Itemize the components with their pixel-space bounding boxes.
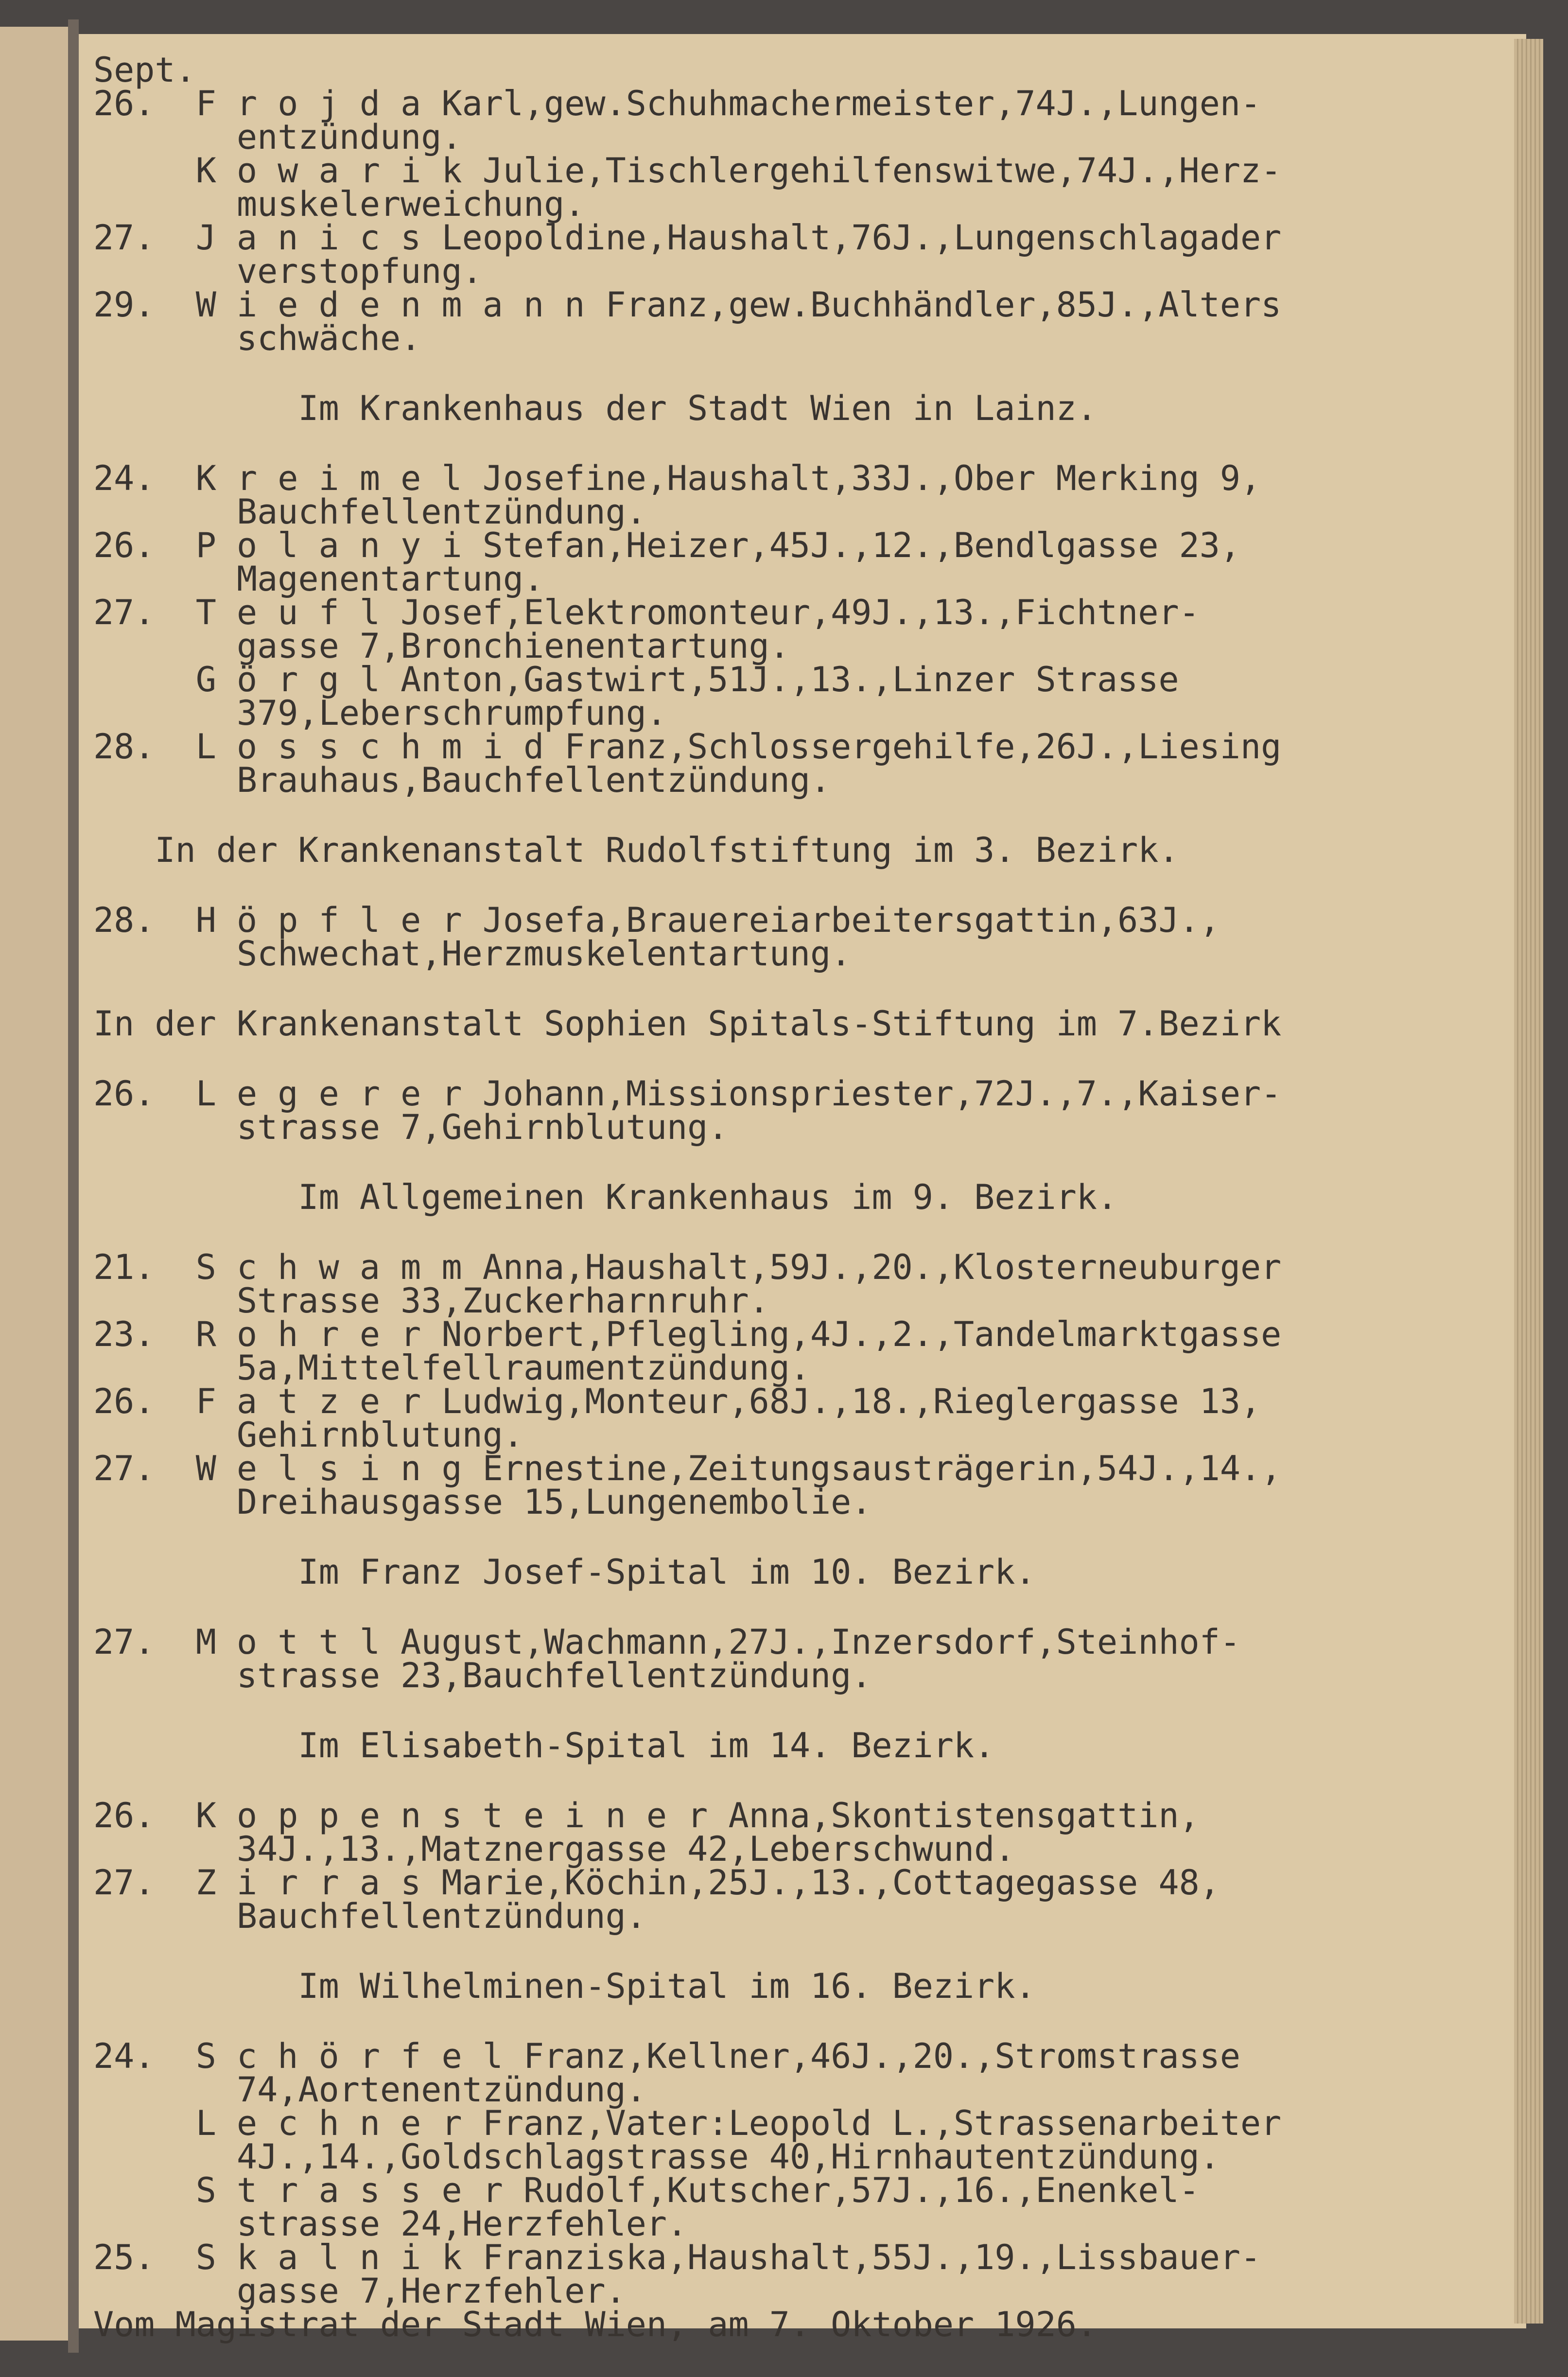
text-line: K o w a r i k Julie,Tischlergehilfenswitwe,74J.,Herz-	[93, 151, 1282, 191]
book-spine	[68, 19, 79, 2353]
text-line: Im Wilhelminen-Spital im 16. Bezirk.	[93, 1966, 1036, 2006]
text-line: strasse 23,Bauchfellentzündung.	[93, 1656, 872, 1695]
text-line: 27. T e u f l Josef,Elektromonteur,49J.,13.,Fichtner-	[93, 593, 1200, 632]
blank-line	[93, 1693, 1454, 1729]
text-line: muskelerweichung.	[93, 184, 585, 224]
blank-line	[93, 1144, 1454, 1181]
text-line: gasse 7,Bronchienentartung.	[93, 626, 790, 666]
text-line: 26. L e g e r e r Johann,Missionspriester,72J.,7.,Kaiser-	[93, 1074, 1282, 1114]
text-line: 24. S c h ö r f e l Franz,Kellner,46J.,20.,Stromstrasse	[93, 2036, 1241, 2076]
text-line: 26. K o p p e n s t e i n e r Anna,Skontistensgattin,	[93, 1796, 1200, 1835]
left-page-edge	[0, 27, 71, 2341]
text-line: 28. L o s s c h m i d Franz,Schlossergehilfe,26J.,Liesing	[93, 727, 1282, 767]
blank-line	[93, 867, 1454, 904]
text-line: 27. Z i r r a s Marie,Köchin,25J.,13.,Cottagegasse 48,	[93, 1863, 1220, 1903]
text-line: 34J.,13.,Matznergasse 42,Leberschwund.	[93, 1829, 1015, 1869]
text-line: 21. S c h w a m m Anna,Haushalt,59J.,20.,Klosterneuburger	[93, 1247, 1282, 1287]
text-line: Strasse 33,Zuckerharnruhr.	[93, 1281, 769, 1321]
text-line: S t r a s s e r Rudolf,Kutscher,57J.,16.,Enenkel-	[93, 2170, 1200, 2210]
text-line: 28. H ö p f l e r Josefa,Brauereiarbeitersgattin,63J.,	[93, 900, 1220, 940]
text-line: 26. P o l a n y i Stefan,Heizer,45J.,12.,Bendlgasse 23,	[93, 525, 1241, 565]
text-line: 379,Leberschrumpfung.	[93, 693, 667, 733]
text-line: 5a,Mittelfellraumentzündung.	[93, 1348, 811, 1388]
text-line: 27. J a n i c s Leopoldine,Haushalt,76J.,Lungenschlagader	[93, 218, 1282, 258]
blank-line	[93, 797, 1454, 834]
text-line: 23. R o h r e r Norbert,Pflegling,4J.,2.,Tandelmarktgasse	[93, 1314, 1282, 1354]
text-line: 29. W i e d e n m a n n Franz,gew.Buchhändler,85J.,Alters	[93, 285, 1282, 325]
page-stack-edge	[1514, 39, 1543, 2324]
blank-line	[93, 1589, 1454, 1625]
text-line: Vom Magistrat der Stadt Wien, am 7. Oktober 1926.	[93, 2305, 1098, 2344]
text-line: Im Allgemeinen Krankenhaus im 9. Bezirk.	[93, 1177, 1118, 1217]
blank-line	[93, 971, 1454, 1007]
blank-line	[93, 355, 1454, 392]
text-line: entzündung.	[93, 117, 462, 157]
text-line: Schwechat,Herzmuskelentartung.	[93, 934, 852, 974]
text-line: schwäche.	[93, 318, 421, 358]
text-line: L e c h n e r Franz,Vater:Leopold L.,Strassenarbeiter	[93, 2103, 1282, 2143]
blank-line	[93, 1041, 1454, 1077]
text-line: strasse 24,Herzfehler.	[93, 2204, 688, 2244]
text-line: 24. K r e i m e l Josefine,Haushalt,33J.,Ober Merking 9,	[93, 458, 1261, 498]
text-line: Im Krankenhaus der Stadt Wien in Lainz.	[93, 388, 1098, 428]
text-line: gasse 7,Herzfehler.	[93, 2271, 626, 2311]
blank-line	[93, 1519, 1454, 1556]
text-line: strasse 7,Gehirnblutung.	[93, 1107, 729, 1147]
blank-line	[93, 2003, 1454, 2040]
text-line: G ö r g l Anton,Gastwirt,51J.,13.,Linzer Strasse	[93, 660, 1179, 699]
text-line: 27. W e l s i n g Ernestine,Zeitungsausträgerin,54J.,14.,	[93, 1449, 1282, 1488]
blank-line	[93, 1933, 1454, 1970]
text-line: 26. F r o j d a Karl,gew.Schuhmachermeister,74J.,Lungen-	[93, 84, 1261, 123]
text-line: Dreihausgasse 15,Lungenembolie.	[93, 1482, 872, 1522]
text-line: 26. F a t z e r Ludwig,Monteur,68J.,18.,Rieglergasse 13,	[93, 1381, 1261, 1421]
blank-line	[93, 1763, 1454, 1799]
text-line: Bauchfellentzündung.	[93, 1896, 646, 1936]
text-line: 74,Aortenentzündung.	[93, 2070, 646, 2110]
typewritten-death-register	[93, 50, 1454, 2344]
text-line: 4J.,14.,Goldschlagstrasse 40,Hirnhautentzündung.	[93, 2137, 1220, 2177]
text-line: 27. M o t t l August,Wachmann,27J.,Inzersdorf,Steinhof-	[93, 1622, 1241, 1662]
text-line: In der Krankenanstalt Sophien Spitals-Stiftung im 7.Bezirk	[93, 1004, 1282, 1044]
blank-line	[93, 425, 1454, 462]
text-line: 25. S k a l n i k Franziska,Haushalt,55J.,19.,Lissbauer-	[93, 2237, 1261, 2277]
text-line: Im Elisabeth-Spital im 14. Bezirk.	[93, 1726, 995, 1765]
text-line: Sept.	[93, 50, 196, 90]
text-line: Im Franz Josef-Spital im 10. Bezirk.	[93, 1552, 1036, 1592]
text-line: In der Krankenanstalt Rudolfstiftung im 3. Bezirk.	[93, 830, 1179, 870]
text-line: verstopfung.	[93, 251, 483, 291]
text-line: Gehirnblutung.	[93, 1415, 524, 1455]
blank-line	[93, 1214, 1454, 1251]
text-line: Brauhaus,Bauchfellentzündung.	[93, 760, 831, 800]
text-line: Magenentartung.	[93, 559, 544, 599]
text-line: Bauchfellentzündung.	[93, 492, 646, 532]
